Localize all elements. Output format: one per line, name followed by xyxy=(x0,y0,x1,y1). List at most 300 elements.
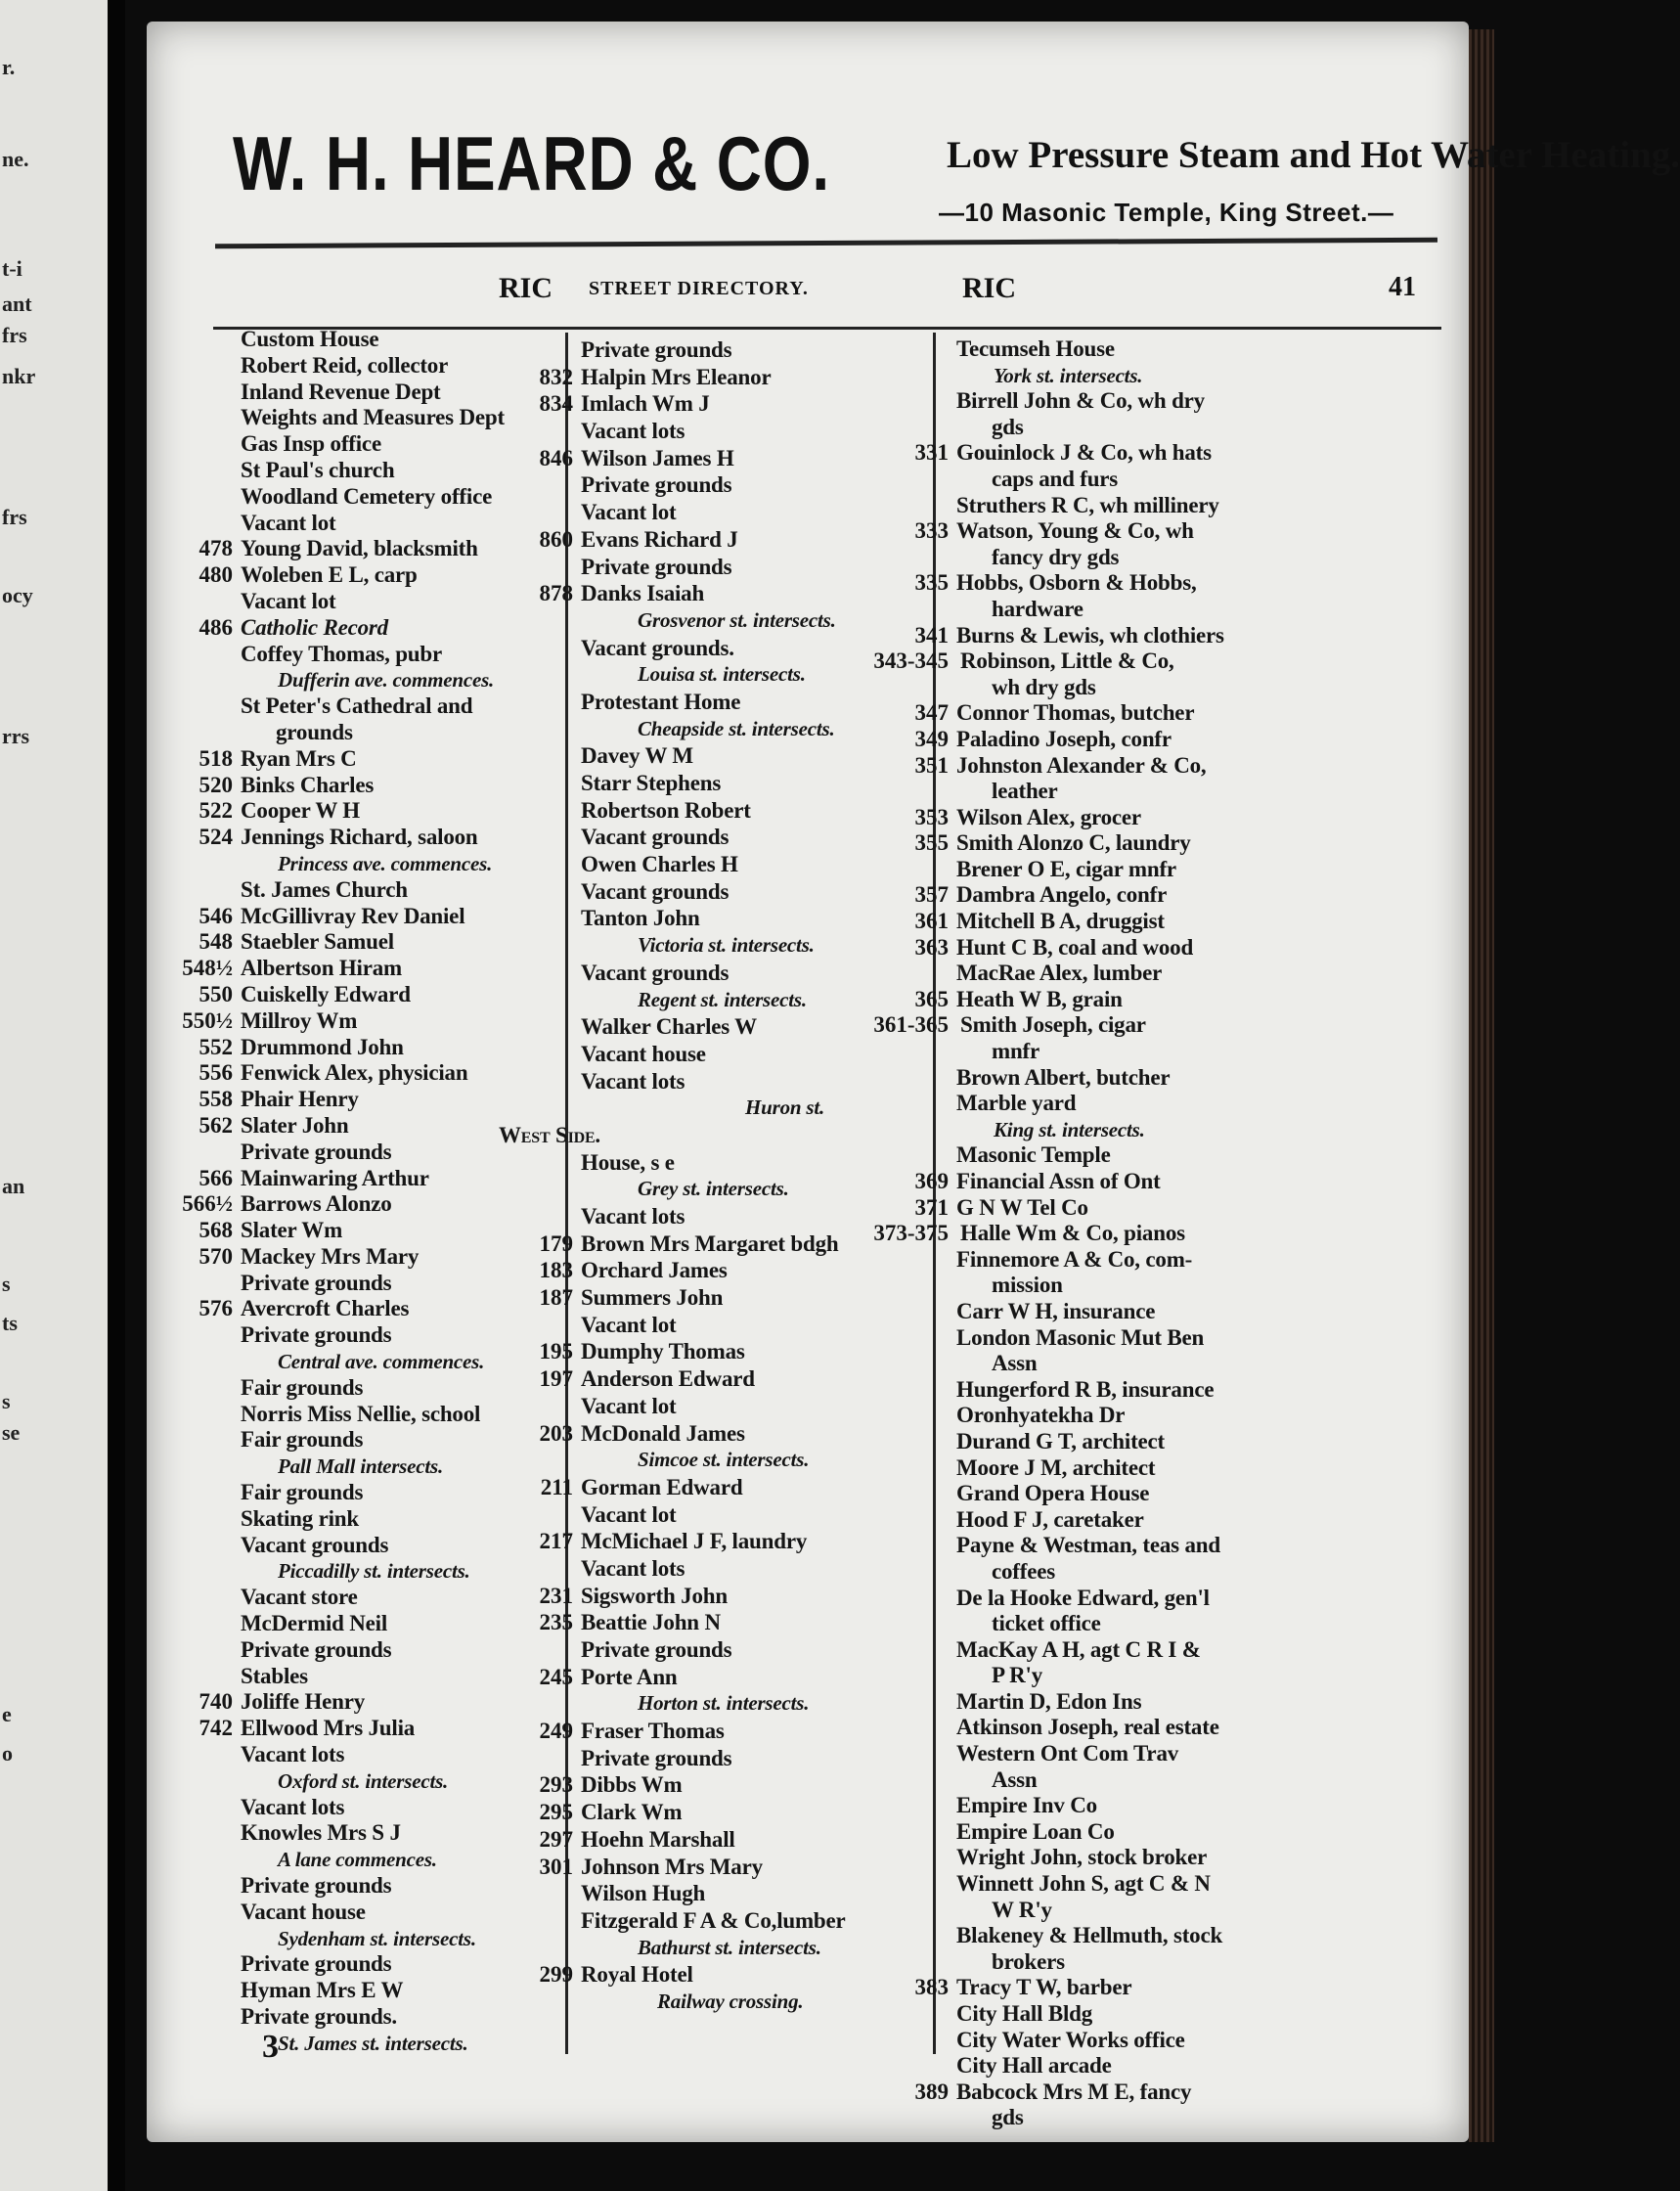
entry-text: Hunt C B, coal and wood xyxy=(956,934,1194,960)
street-number: 183 xyxy=(539,1258,573,1283)
entry-text: Albertson Hiram xyxy=(241,956,403,981)
entry-text: Mackey Mrs Mary xyxy=(241,1243,420,1269)
adjacent-page-fragment: an xyxy=(2,1174,25,1198)
directory-entry xyxy=(491,1826,931,1854)
directory-entry xyxy=(491,1555,931,1583)
entry-text: hardware xyxy=(992,596,1083,621)
entry-text: Private grounds xyxy=(241,1270,392,1295)
entry-text: Dumphy Thomas xyxy=(581,1339,745,1364)
street-number: 878 xyxy=(539,581,573,606)
directory-entry xyxy=(866,1142,1453,1169)
entry-text: Private grounds xyxy=(581,337,732,362)
directory-entry xyxy=(866,1195,1453,1222)
adjacent-page-fragment: t-i xyxy=(2,256,22,281)
entry-text: Vacant lots xyxy=(241,1794,345,1819)
directory-entry xyxy=(866,623,1453,649)
entry-text: Private grounds xyxy=(581,1745,732,1770)
adjacent-page-fragment: rrs xyxy=(2,724,30,748)
entry-text: Private grounds xyxy=(241,1636,392,1662)
street-number: 361-365 xyxy=(873,1012,949,1038)
street-number: 295 xyxy=(539,1800,573,1825)
directory-entry xyxy=(866,1793,1453,1819)
directory-entry xyxy=(866,830,1453,857)
entry-text: Struthers R C, wh millinery xyxy=(956,492,1219,517)
entry-text: Babcock Mrs M E, fancy xyxy=(956,2079,1192,2104)
street-number: 333 xyxy=(914,518,949,544)
entry-text: Vacant store xyxy=(241,1585,358,1610)
entry-text: Danks Isaiah xyxy=(581,581,705,606)
entry-text: Hungerford R B, insurance xyxy=(956,1376,1215,1402)
entry-text: Robinson, Little & Co, xyxy=(960,648,1174,674)
entry-text: Connor Thomas, butcher xyxy=(956,700,1195,726)
directory-entry xyxy=(866,1845,1453,1871)
entry-text: Knowles Mrs S J xyxy=(241,1820,401,1846)
directory-entry xyxy=(866,2079,1453,2106)
directory-entry xyxy=(866,467,1453,493)
entry-text: Winnett John S, agt C & N xyxy=(956,1871,1211,1897)
street-number: 480 xyxy=(199,562,233,588)
directory-entry xyxy=(866,1325,1453,1352)
street-number: 556 xyxy=(199,1060,233,1086)
directory-entry xyxy=(866,1351,1453,1377)
entry-text: Slater Wm xyxy=(241,1218,343,1243)
entry-text: Hood F J, caretaker xyxy=(956,1506,1144,1532)
entry-text: Grand Opera House xyxy=(956,1481,1150,1506)
heading-text: King st. intersects. xyxy=(994,1117,1145,1141)
entry-text: Imlach Wm J xyxy=(581,391,710,417)
entry-text: Royal Hotel xyxy=(581,1962,693,1988)
header-rule xyxy=(215,238,1437,249)
entry-text: Fair grounds xyxy=(241,1427,364,1453)
entry-text: Anderson Edward xyxy=(581,1366,755,1392)
directory-entry xyxy=(491,824,931,851)
street-number: 550 xyxy=(199,981,233,1006)
entry-text: Vacant grounds xyxy=(581,960,729,985)
heading-text: Piccadilly st. intersects. xyxy=(278,1559,470,1584)
entry-text: Inland Revenue Dept xyxy=(241,379,441,404)
directory-entry xyxy=(491,526,931,554)
adjacent-page-fragment: e xyxy=(2,1702,12,1726)
street-number: 520 xyxy=(199,772,233,797)
entry-text: Tracy T W, barber xyxy=(956,1975,1132,2000)
street-number: 363 xyxy=(914,934,949,960)
street-number: 361 xyxy=(914,909,949,934)
entry-text: Vacant lots xyxy=(581,419,685,444)
heading-text: Princess ave. commences. xyxy=(278,851,493,875)
entry-text: Private grounds xyxy=(581,472,732,498)
directory-entry xyxy=(491,390,931,418)
street-number: 576 xyxy=(199,1296,233,1321)
entry-text: G N W Tel Co xyxy=(956,1194,1088,1220)
directory-entry xyxy=(866,805,1453,831)
entry-text: Hoehn Marshall xyxy=(581,1826,735,1852)
entry-text: Vacant lot xyxy=(581,1393,677,1418)
heading-text: Regent st. intersects. xyxy=(638,987,807,1011)
page-number: 41 xyxy=(1389,272,1416,302)
entry-text: Vacant lot xyxy=(241,588,336,613)
entry-text: Vacant house xyxy=(581,1041,706,1066)
entry-text: City Hall arcade xyxy=(956,2053,1112,2079)
entry-text: brokers xyxy=(992,1948,1065,1974)
adjacent-page-fragment: r. xyxy=(2,55,16,79)
entry-text: Dibbs Wm xyxy=(581,1772,683,1798)
adjacent-page-fragment: frs xyxy=(2,505,27,529)
entry-text: Private grounds. xyxy=(241,2004,397,2029)
street-number: 203 xyxy=(539,1420,573,1446)
entry-text: Cooper W H xyxy=(241,798,360,824)
street-number: 217 xyxy=(539,1529,573,1554)
entry-text: Vacant lots xyxy=(241,1742,345,1767)
entry-text: Durand G T, architect xyxy=(956,1428,1166,1453)
entry-text: Oronhyatekha Dr xyxy=(956,1403,1126,1428)
directory-entry xyxy=(491,742,931,770)
entry-text: Woodland Cemetery office xyxy=(241,483,493,509)
entry-text: Heath W B, grain xyxy=(956,986,1123,1011)
entry-text: Masonic Temple xyxy=(956,1142,1111,1168)
street-number: 341 xyxy=(914,622,949,648)
directory-entry xyxy=(866,2001,1453,2028)
entry-text: Smith Alonzo C, laundry xyxy=(956,830,1191,856)
directory-entry xyxy=(866,545,1453,571)
directory-entry xyxy=(491,1149,931,1177)
running-head-left: RIC xyxy=(499,272,553,304)
entry-text: Halle Wm & Co, pianos xyxy=(960,1221,1185,1246)
directory-entry xyxy=(866,1586,1453,1612)
adjacent-page-strip xyxy=(0,0,125,2191)
street-number: 373-375 xyxy=(873,1221,949,1246)
entry-text: Orchard James xyxy=(581,1258,728,1283)
street-number: 245 xyxy=(539,1664,573,1689)
entry-text: Jennings Richard, saloon xyxy=(241,825,478,850)
directory-entry xyxy=(491,905,931,932)
entry-text: coffees xyxy=(992,1558,1055,1584)
directory-entry xyxy=(491,1122,931,1149)
entry-text: Summers John xyxy=(581,1285,724,1311)
entry-text: Barrows Alonzo xyxy=(241,1191,392,1217)
directory-entry xyxy=(491,1664,931,1691)
directory-entry xyxy=(866,440,1453,467)
directory-entry xyxy=(491,1257,931,1284)
entry-text: Walker Charles W xyxy=(581,1014,757,1040)
street-intersection-heading xyxy=(491,1690,931,1718)
street-number: 546 xyxy=(199,903,233,928)
advertisement-header xyxy=(233,119,1680,237)
entry-text: Hobbs, Osborn & Hobbs, xyxy=(956,570,1197,596)
entry-text: Gorman Edward xyxy=(581,1474,743,1499)
street-number: 548 xyxy=(199,929,233,955)
adjacent-page-fragment: nkr xyxy=(2,364,36,388)
entry-text: West Side. xyxy=(499,1122,600,1147)
street-number: 486 xyxy=(199,614,233,640)
entry-text: Vacant lot xyxy=(241,510,336,535)
directory-entry xyxy=(866,1898,1453,1924)
directory-entry xyxy=(866,727,1453,753)
entry-text: W R'y xyxy=(992,1897,1052,1922)
directory-entry xyxy=(491,851,931,878)
street-number: 299 xyxy=(539,1962,573,1988)
signature-mark: 3 xyxy=(262,2029,279,2065)
directory-entry xyxy=(866,1065,1453,1092)
directory-entry xyxy=(866,597,1453,623)
directory-entry xyxy=(491,336,931,364)
heading-text: Louisa st. intersects. xyxy=(638,662,806,687)
entry-text: Norris Miss Nellie, school xyxy=(241,1401,481,1426)
entry-text: Birrell John & Co, wh dry xyxy=(956,388,1205,414)
directory-entry xyxy=(491,960,931,987)
entry-text: Custom House xyxy=(241,327,379,351)
entry-text: City Water Works office xyxy=(956,2027,1185,2052)
entry-text: Brown Albert, butcher xyxy=(956,1064,1171,1090)
directory-entry xyxy=(491,1501,931,1529)
entry-text: Tanton John xyxy=(581,906,700,931)
entry-text: caps and furs xyxy=(992,466,1119,491)
entry-text: Ryan Mrs C xyxy=(241,745,357,771)
street-number: 832 xyxy=(539,364,573,389)
street-number: 552 xyxy=(199,1034,233,1059)
heading-text: Victoria st. intersects. xyxy=(638,933,815,958)
entry-text: Private grounds xyxy=(241,1873,392,1899)
entry-text: Mainwaring Arthur xyxy=(241,1165,429,1190)
entry-text: Vacant lot xyxy=(581,1501,677,1527)
directory-entry xyxy=(866,779,1453,805)
entry-text: Burns & Lewis, wh clothiers xyxy=(956,622,1224,648)
entry-text: fancy dry gds xyxy=(992,544,1120,569)
entry-text: De la Hooke Edward, gen'l xyxy=(956,1585,1210,1610)
entry-text: McGillivray Rev Daniel xyxy=(241,903,465,928)
directory-entry xyxy=(866,518,1453,545)
entry-text: Halpin Mrs Eleanor xyxy=(581,364,772,389)
directory-entry xyxy=(866,1507,1453,1534)
directory-entry xyxy=(491,418,931,445)
entry-text: Sigsworth John xyxy=(581,1583,728,1608)
directory-entry xyxy=(491,1636,931,1664)
adjacent-page-fragment: ts xyxy=(2,1311,18,1335)
heading-text: Dufferin ave. commences. xyxy=(278,668,495,693)
entry-text: MacRae Alex, lumber xyxy=(956,961,1163,986)
directory-entry xyxy=(866,1767,1453,1794)
directory-entry xyxy=(491,1854,931,1881)
entry-text: Assn xyxy=(992,1351,1038,1376)
directory-entry xyxy=(866,2105,1453,2131)
entry-text: Clark Wm xyxy=(581,1800,683,1825)
entry-text: Cuiskelly Edward xyxy=(241,981,411,1006)
directory-entry xyxy=(866,1091,1453,1117)
directory-entry xyxy=(866,415,1453,441)
entry-text: Starr Stephens xyxy=(581,771,722,795)
entry-text: Beattie John N xyxy=(581,1610,721,1635)
entry-text: grounds xyxy=(276,719,353,744)
directory-entry xyxy=(866,1012,1453,1039)
entry-text: Hyman Mrs E W xyxy=(241,1978,404,2003)
entry-text: Vacant lots xyxy=(581,1068,685,1094)
entry-text: Smith Joseph, cigar xyxy=(960,1012,1146,1038)
entry-text: Drummond John xyxy=(241,1034,404,1059)
street-number: 353 xyxy=(914,804,949,829)
directory-entry xyxy=(866,1975,1453,2001)
directory-entry xyxy=(866,909,1453,935)
entry-text: Vacant lot xyxy=(581,1312,677,1337)
entry-text: Blakeney & Hellmuth, stock xyxy=(956,1923,1223,1948)
entry-text: wh dry gds xyxy=(992,674,1096,699)
street-number: 558 xyxy=(199,1087,233,1112)
directory-entry xyxy=(491,1907,931,1935)
entry-text: Davey W M xyxy=(581,743,693,769)
street-number: 742 xyxy=(199,1716,233,1741)
book-page-edges xyxy=(1469,29,1494,2142)
directory-entry xyxy=(491,554,931,581)
entry-text: Gouinlock J & Co, wh hats xyxy=(956,440,1212,466)
street-number: 351 xyxy=(914,752,949,778)
entry-text: MacKay A H, agt C R I & xyxy=(956,1636,1201,1662)
adjacent-page-fragment: se xyxy=(2,1420,21,1445)
brand-address: —10 Masonic Temple, King Street.— xyxy=(939,198,1394,227)
directory-entry xyxy=(491,1583,931,1610)
entry-text: mnfr xyxy=(992,1039,1040,1064)
adjacent-page-fragment: ocy xyxy=(2,583,33,607)
heading-text: York st. intersects. xyxy=(994,363,1143,387)
directory-entry xyxy=(866,1273,1453,1299)
entry-text: Fitzgerald F A & Co,lumber xyxy=(581,1907,846,1933)
directory-entry xyxy=(491,1961,931,1989)
entry-text: Brown Mrs Margaret bdgh xyxy=(581,1230,839,1256)
directory-entry xyxy=(866,1403,1453,1429)
entry-text: Brener O E, cigar mnfr xyxy=(956,856,1176,881)
heading-text: Huron st. xyxy=(745,1096,825,1120)
entry-text: Payne & Westman, teas and xyxy=(956,1533,1220,1558)
adjacent-page-fragment: s xyxy=(2,1272,11,1296)
street-number: 187 xyxy=(539,1285,573,1311)
heading-text: Railway crossing. xyxy=(657,1989,804,2013)
heading-text: Pall Mall intersects. xyxy=(278,1454,444,1479)
entry-text: Vacant grounds xyxy=(581,878,729,904)
entry-text: Assn xyxy=(992,1766,1038,1792)
street-number: 179 xyxy=(539,1230,573,1256)
directory-entry xyxy=(866,336,1453,363)
entry-text: Porte Ann xyxy=(581,1664,678,1689)
entry-text: St. James Church xyxy=(241,876,408,902)
heading-text: Horton st. intersects. xyxy=(638,1691,810,1716)
directory-entry xyxy=(866,1663,1453,1689)
directory-entry xyxy=(866,570,1453,597)
street-number: 371 xyxy=(914,1194,949,1220)
entry-text: Woleben E L, carp xyxy=(241,562,418,588)
entry-text: Avercroft Charles xyxy=(241,1296,410,1321)
directory-entry xyxy=(866,1533,1453,1559)
entry-text: Catholic Record xyxy=(241,614,388,640)
directory-entry xyxy=(491,1312,931,1339)
directory-entry xyxy=(866,1715,1453,1741)
directory-entry xyxy=(866,987,1453,1013)
heading-text: A lane commences. xyxy=(278,1848,437,1872)
heading-text: St. James st. intersects. xyxy=(278,2031,468,2055)
directory-entry xyxy=(866,1169,1453,1195)
directory-entry xyxy=(866,700,1453,727)
entry-text: Marble yard xyxy=(956,1091,1077,1116)
street-number: 518 xyxy=(199,745,233,771)
directory-entry xyxy=(866,1637,1453,1664)
directory-entry xyxy=(866,1039,1453,1065)
entry-text: Vacant grounds. xyxy=(581,635,734,660)
directory-entry xyxy=(491,1528,931,1555)
entry-text: Evans Richard J xyxy=(581,526,738,552)
entry-text: Tecumseh House xyxy=(956,336,1115,361)
street-number: 365 xyxy=(914,986,949,1011)
entry-text: Phair Henry xyxy=(241,1087,359,1112)
entry-text: McDonald James xyxy=(581,1420,745,1446)
entry-text: Private grounds xyxy=(581,554,732,579)
street-number: 235 xyxy=(539,1610,573,1635)
entry-text: Binks Charles xyxy=(241,772,375,797)
directory-entry xyxy=(866,1923,1453,1949)
street-intersection-heading xyxy=(151,2031,561,2057)
entry-text: Staebler Samuel xyxy=(241,929,394,955)
entry-text: Mitchell B A, druggist xyxy=(956,909,1165,934)
entry-text: Wright John, stock broker xyxy=(956,1845,1208,1870)
running-head-right: RIC xyxy=(962,272,1017,304)
street-number: 349 xyxy=(914,726,949,751)
street-number: 197 xyxy=(539,1366,573,1392)
directory-entry xyxy=(491,1609,931,1636)
street-number: 562 xyxy=(199,1112,233,1138)
entry-text: Western Ont Com Trav xyxy=(956,1741,1179,1766)
directory-entry xyxy=(491,1718,931,1745)
entry-text: Fraser Thomas xyxy=(581,1719,725,1744)
entry-text: Empire Inv Co xyxy=(956,1793,1097,1818)
directory-entry xyxy=(866,1819,1453,1846)
directory-entry xyxy=(491,580,931,607)
directory-entry xyxy=(866,1689,1453,1716)
directory-entry xyxy=(866,1429,1453,1455)
entry-text: Private grounds xyxy=(241,1139,392,1164)
directory-entry xyxy=(866,1559,1453,1586)
running-head-center: STREET DIRECTORY. xyxy=(589,278,809,299)
adjacent-page-fragment: s xyxy=(2,1389,11,1413)
street-number: 550½ xyxy=(182,1007,233,1033)
entry-text: Robertson Robert xyxy=(581,797,751,823)
directory-entry xyxy=(866,388,1453,415)
street-number: 293 xyxy=(539,1772,573,1798)
directory-entry xyxy=(866,648,1453,675)
street-number: 524 xyxy=(199,825,233,850)
entry-text: Skating rink xyxy=(241,1505,359,1531)
adjacent-page-fragment: ne. xyxy=(2,147,29,171)
street-intersection-heading xyxy=(491,1935,931,1962)
heading-text: Central ave. commences. xyxy=(278,1350,485,1374)
entry-text: Watson, Young & Co, wh xyxy=(956,518,1194,544)
entry-text: Gas Insp office xyxy=(241,431,381,457)
entry-text: Johnston Alexander & Co, xyxy=(956,752,1207,778)
heading-text: Sydenham st. intersects. xyxy=(278,1926,476,1950)
adjacent-page-fragment: o xyxy=(2,1741,13,1766)
entry-text: House, s e xyxy=(581,1149,675,1175)
entry-text: P R'y xyxy=(992,1663,1043,1688)
directory-entry xyxy=(866,857,1453,883)
entry-text: London Masonic Mut Ben xyxy=(956,1324,1205,1350)
entry-text: Moore J M, architect xyxy=(956,1454,1156,1480)
entry-text: Fair grounds xyxy=(241,1480,364,1505)
directory-entry xyxy=(491,445,931,472)
entry-text: Weights and Measures Dept xyxy=(241,405,505,430)
directory-entry xyxy=(866,961,1453,987)
entry-text: McDermid Neil xyxy=(241,1611,388,1636)
street-intersection-heading xyxy=(491,987,931,1014)
entry-text: City Hall Bldg xyxy=(956,2001,1093,2026)
directory-entry xyxy=(866,1741,1453,1767)
street-number: 522 xyxy=(199,798,233,824)
directory-column-2 xyxy=(491,336,931,2016)
entry-text: Stables xyxy=(241,1663,308,1688)
street-intersection-heading xyxy=(491,1989,931,2016)
